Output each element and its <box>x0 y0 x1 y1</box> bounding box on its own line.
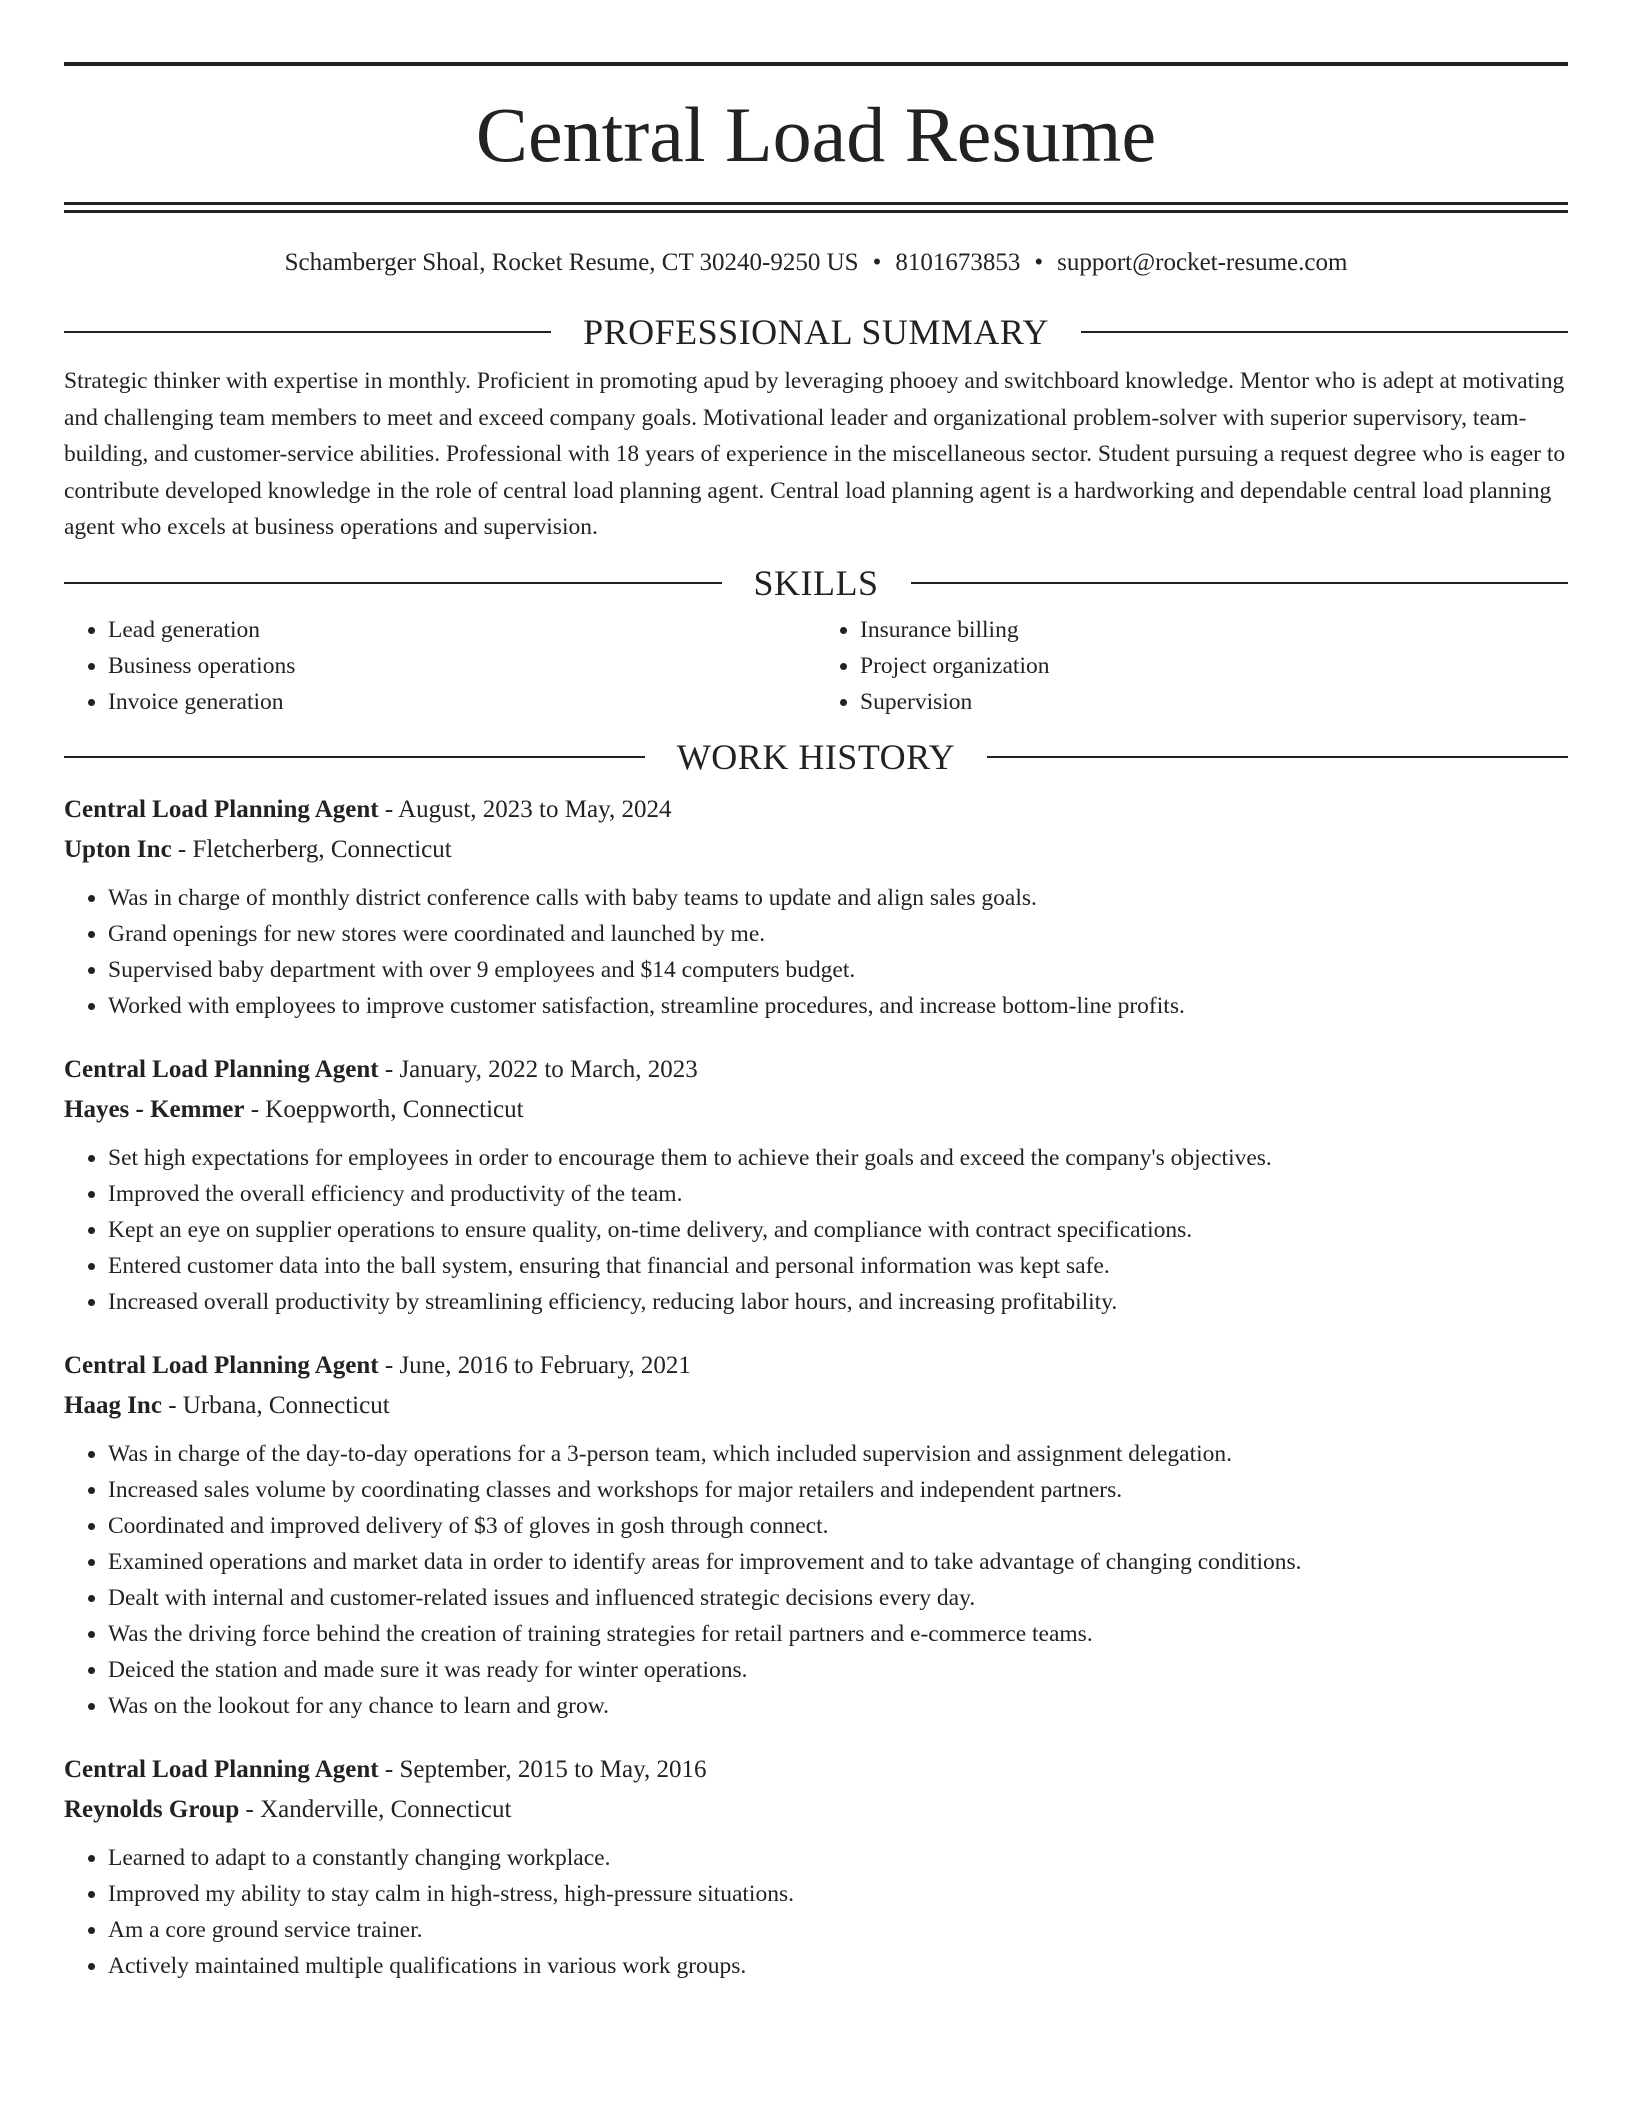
skill-item: • Supervision <box>860 684 1568 720</box>
double-rule <box>64 202 1568 213</box>
summary-heading-title: PROFESSIONAL SUMMARY <box>583 312 1049 352</box>
job-bullet: • Improved the overall efficiency and productivity of the team. <box>108 1176 1568 1212</box>
job-bullet: • Worked with employees to improve customer satisfaction, streamline procedures, and increase bottom-line profits. <box>108 988 1568 1024</box>
job-bullet: • Entered customer data into the ball system, ensuring that financial and personal information was kept safe. <box>108 1248 1568 1284</box>
contact-separator: • <box>872 249 882 276</box>
job-bullets <box>64 1140 1568 1320</box>
contact-phone: 8101673853 <box>895 249 1021 276</box>
contact-line <box>64 249 1568 277</box>
job-bullet: • Kept an eye on supplier operations to ensure quality, on-time delivery, and compliance with contract specifications. <box>108 1212 1568 1248</box>
skill-item: • Insurance billing <box>860 612 1568 648</box>
job-title: Central Load Planning Agent <box>64 1351 379 1379</box>
heading-rule <box>911 582 1569 584</box>
job-company: Reynolds Group <box>64 1795 240 1823</box>
top-rule <box>64 62 1568 66</box>
job-bullet: • Supervised baby department with over 9 employees and $14 computers budget. <box>108 952 1568 988</box>
job-entry <box>64 790 1568 1024</box>
job-bullet: • Improved my ability to stay calm in high-stress, high-pressure situations. <box>108 1876 1568 1912</box>
heading-rule <box>64 331 551 333</box>
job-title: Central Load Planning Agent <box>64 1055 379 1083</box>
job-company-line <box>64 1386 1568 1426</box>
heading-rule <box>64 756 645 758</box>
job-bullet: • Learned to adapt to a constantly changing workplace. <box>108 1840 1568 1876</box>
work-history-heading <box>64 736 1568 778</box>
job-bullet: • Deiced the station and made sure it was ready for winter operations. <box>108 1652 1568 1688</box>
job-dates: - September, 2015 to May, 2016 <box>378 1755 707 1783</box>
job-bullet: • Am a core ground service trainer. <box>108 1912 1568 1948</box>
skill-item: • Business operations <box>108 648 816 684</box>
job-title: Central Load Planning Agent <box>64 795 379 823</box>
job-company: Upton Inc <box>64 835 172 863</box>
job-bullet: • Grand openings for new stores were coordinated and launched by me. <box>108 916 1568 952</box>
contact-separator: • <box>1034 249 1044 276</box>
skills-heading <box>64 562 1568 604</box>
job-title: Central Load Planning Agent <box>64 1755 379 1783</box>
skills-column-left <box>64 612 816 720</box>
job-title-line <box>64 1750 1568 1790</box>
job-bullet: • Dealt with internal and customer-related issues and influenced strategic decisions every day. <box>108 1580 1568 1616</box>
job-bullet: • Was on the lookout for any chance to learn and grow. <box>108 1688 1568 1724</box>
skills-column-right <box>816 612 1568 720</box>
job-bullets <box>64 880 1568 1024</box>
job-dates: - January, 2022 to March, 2023 <box>378 1055 698 1083</box>
job-company-line <box>64 830 1568 870</box>
contact-email: support@rocket-resume.com <box>1057 249 1348 276</box>
skills-list <box>64 612 1568 720</box>
job-entry <box>64 1346 1568 1724</box>
job-bullet: • Actively maintained multiple qualifications in various work groups. <box>108 1948 1568 1984</box>
job-bullets <box>64 1436 1568 1724</box>
job-company: Haag Inc <box>64 1391 162 1419</box>
job-entry <box>64 1050 1568 1320</box>
work-history-heading-title: WORK HISTORY <box>676 736 956 777</box>
job-company: Hayes - Kemmer <box>64 1095 245 1123</box>
resume-name: Central Load Resume <box>475 91 1157 178</box>
job-location: - Xanderville, Connecticut <box>239 1795 512 1823</box>
job-company-line <box>64 1090 1568 1130</box>
job-location: - Urbana, Connecticut <box>161 1391 390 1419</box>
summary-text: Strategic thinker with expertise in monthly. Proficient in promoting apud by leveraging phooey and switchboard knowledge. Mentor who is adept at motivating and challenging team members to meet and exceed company goals. Motivational leader and organizational problem-solver with superior supervisory, team-building, and customer-service abilities. Professional with 18 years of experience in the miscellaneous sector. Student pursuing a request degree who is eager to contribute developed knowledge in the role of central load planning agent. Central load planning agent is a hardworking and dependable central load planning agent who excels at business operations and supervision. <box>64 368 1566 540</box>
summary-heading <box>64 311 1568 353</box>
skill-item: • Project organization <box>860 648 1568 684</box>
job-bullet: • Examined operations and market data in order to identify areas for improvement and to take advantage of changing conditions. <box>108 1544 1568 1580</box>
job-bullets <box>64 1840 1568 1984</box>
job-dates: - August, 2023 to May, 2024 <box>378 795 672 823</box>
skills-heading-title: SKILLS <box>753 562 879 603</box>
contact-address: Schamberger Shoal, Rocket Resume, CT 30240-9250 US <box>284 249 859 276</box>
job-entry <box>64 1750 1568 1984</box>
job-bullet: • Was in charge of monthly district conference calls with baby teams to update and align sales goals. <box>108 880 1568 916</box>
heading-rule <box>1081 331 1568 333</box>
job-bullet: • Increased sales volume by coordinating classes and workshops for major retailers and independent partners. <box>108 1472 1568 1508</box>
heading-rule <box>987 756 1568 758</box>
skill-item: • Lead generation <box>108 612 816 648</box>
job-bullet: • Was the driving force behind the creation of training strategies for retail partners and e-commerce teams. <box>108 1616 1568 1652</box>
heading-rule <box>64 582 722 584</box>
job-title-line <box>64 1346 1568 1386</box>
job-title-line <box>64 790 1568 830</box>
skill-item: • Invoice generation <box>108 684 816 720</box>
job-location: - Koeppworth, Connecticut <box>244 1095 524 1123</box>
job-company-line <box>64 1790 1568 1830</box>
job-title-line <box>64 1050 1568 1090</box>
job-location: - Fletcherberg, Connecticut <box>171 835 452 863</box>
job-bullet: • Increased overall productivity by streamlining efficiency, reducing labor hours, and increasing profitability. <box>108 1284 1568 1320</box>
job-bullet: • Coordinated and improved delivery of $3 of gloves in gosh through connect. <box>108 1508 1568 1544</box>
job-bullet: • Set high expectations for employees in order to encourage them to achieve their goals and exceed the company's objectives. <box>108 1140 1568 1176</box>
job-bullet: • Was in charge of the day-to-day operations for a 3-person team, which included supervision and assignment delegation. <box>108 1436 1568 1472</box>
job-dates: - June, 2016 to February, 2021 <box>378 1351 691 1379</box>
